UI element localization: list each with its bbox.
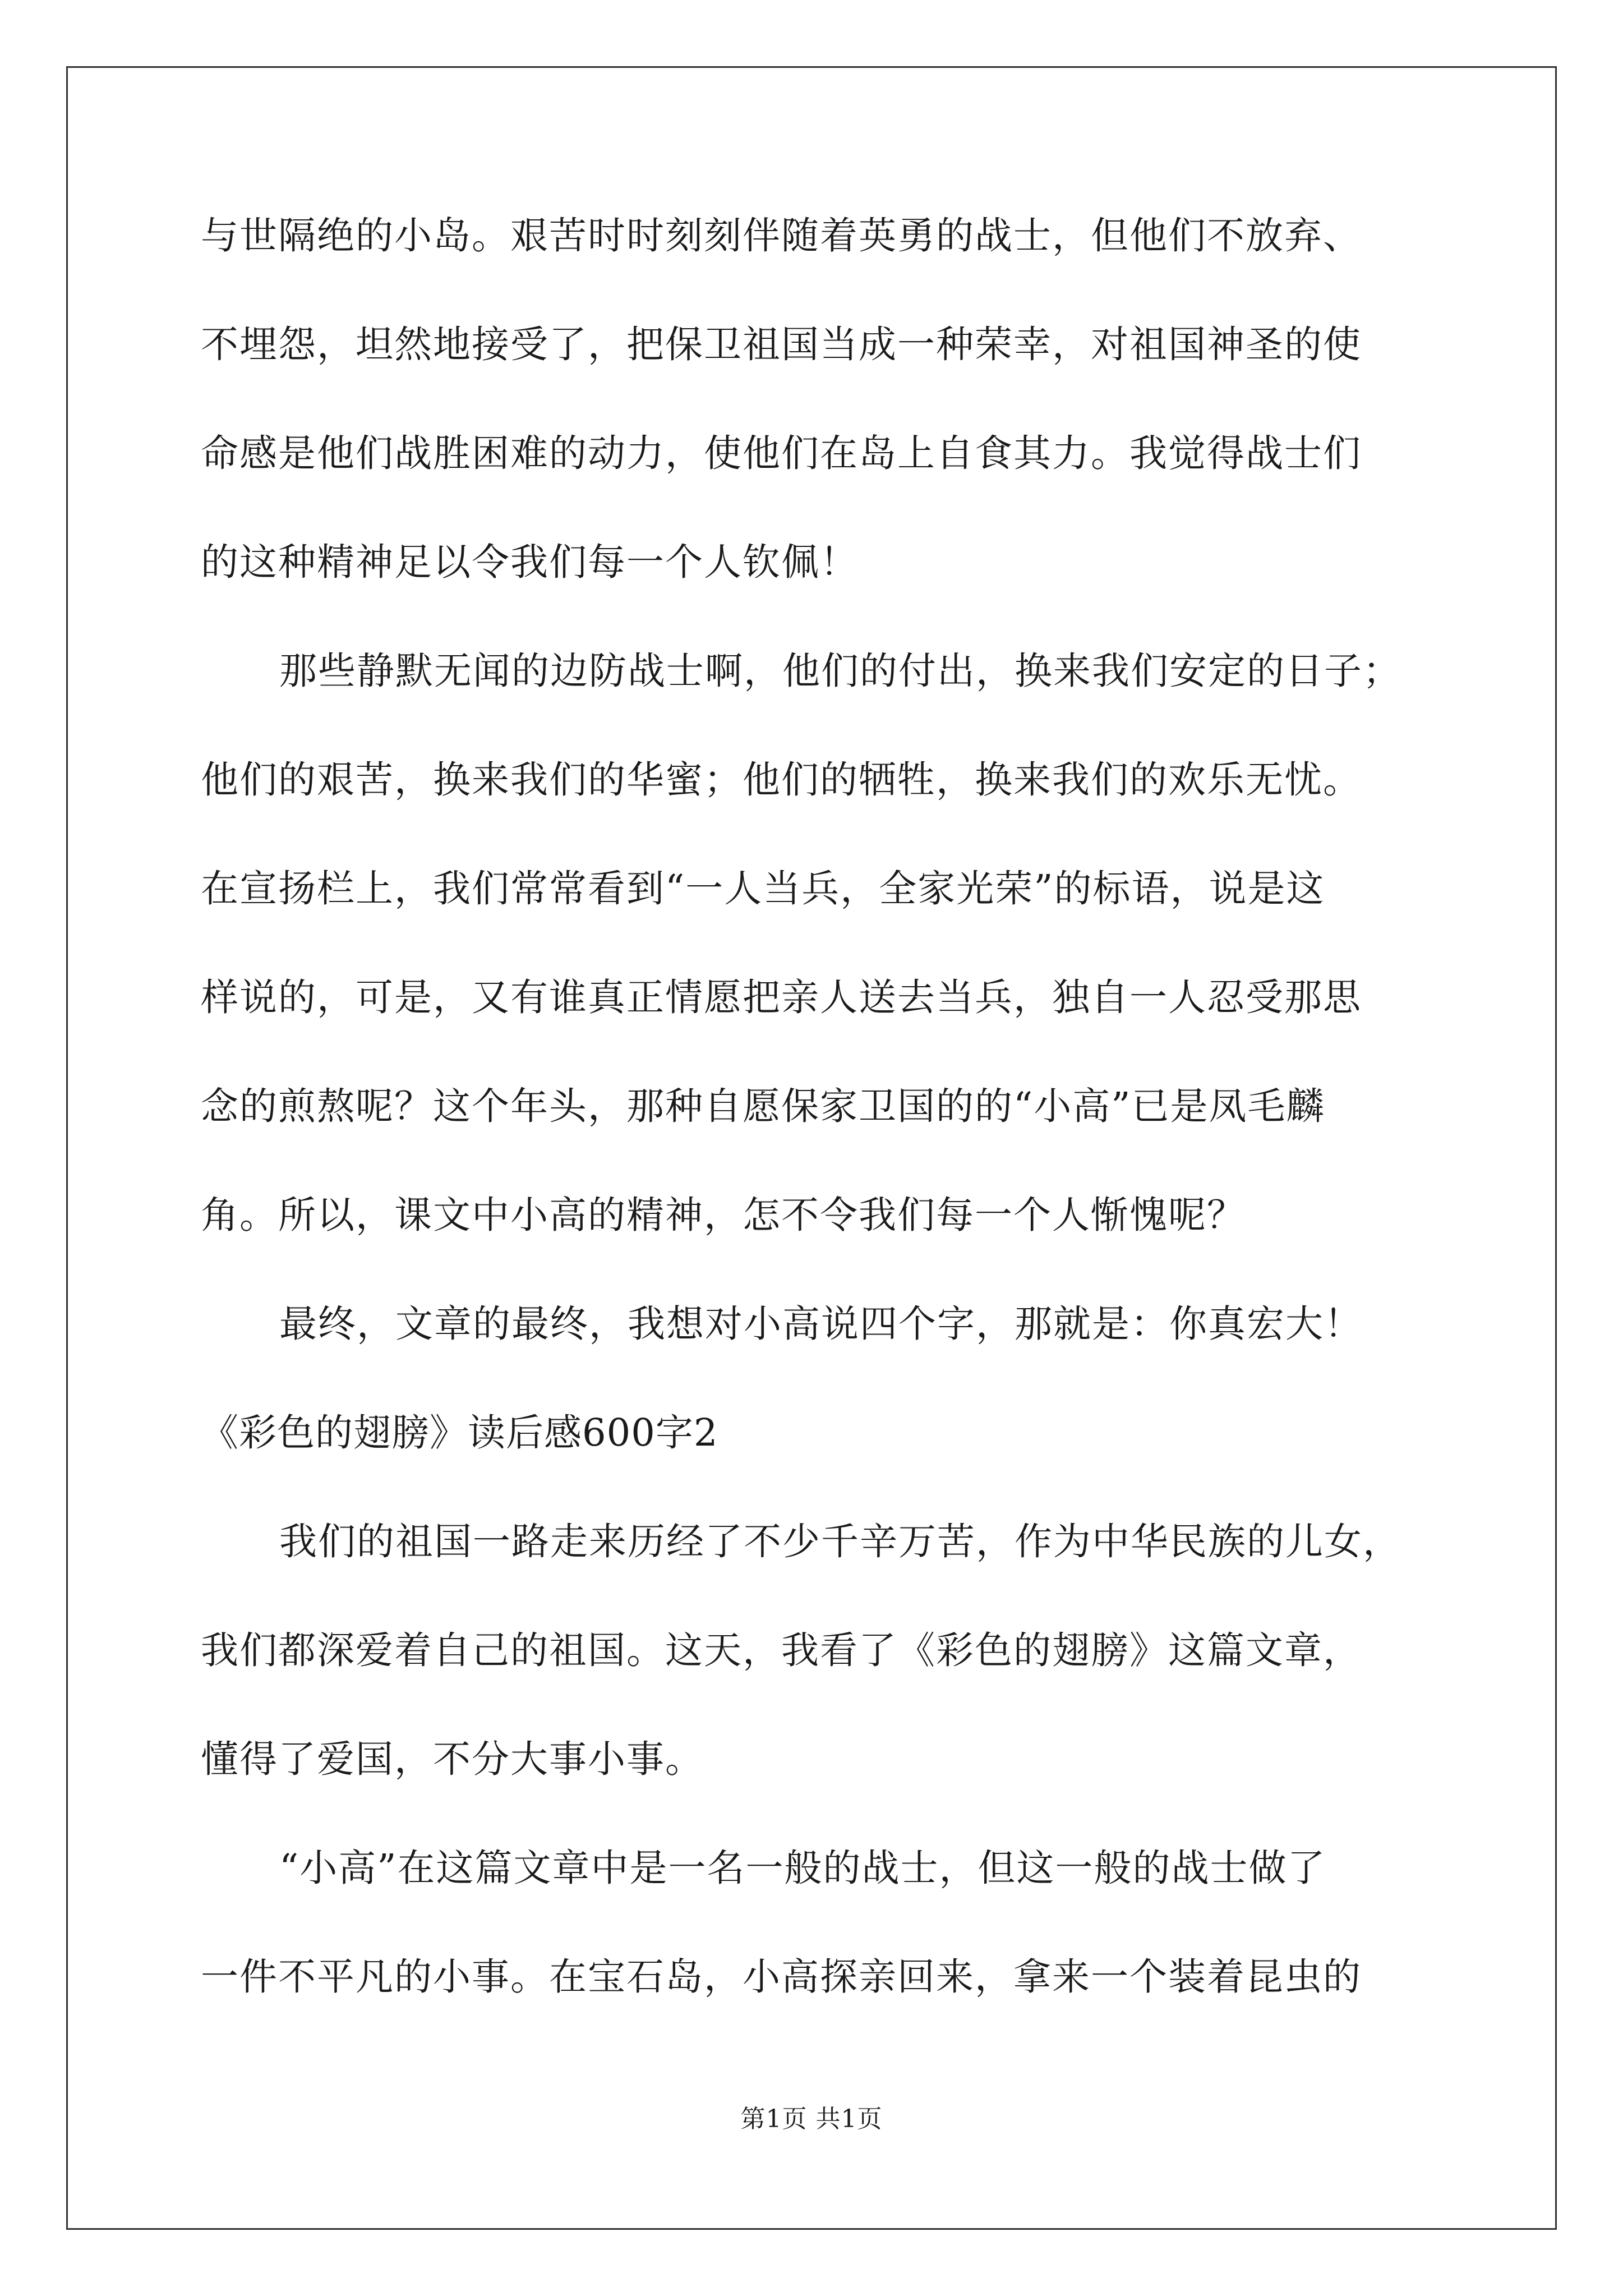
text-line: 在宣扬栏上，我们常常看到“一人当兵，全家光荣”的标语，说是这 (201, 867, 1325, 910)
text-line: 角。所以，课文中小高的精神，怎不令我们每一个人惭愧呢？ (201, 1193, 1246, 1237)
page-footer: 第1页 共1页 (740, 2105, 883, 2133)
text-line: 不埋怨，坦然地接受了，把保卫祖国当成一种荣幸，对祖国神圣的使 (201, 323, 1362, 366)
section-heading: 《彩色的翅膀》读后感600字2 (201, 1411, 718, 1455)
paragraph-start-line: 那些静默无闻的边防战士啊，他们的付出，换来我们安定的日子； (279, 649, 1401, 693)
text-line: 样说的，可是，又有谁真正情愿把亲人送去当兵，独自一人忍受那思 (201, 976, 1362, 1019)
text-line: 命感是他们战胜困难的动力，使他们在岛上自食其力。我觉得战士们 (201, 431, 1362, 475)
paragraph-start-line: 最终，文章的最终，我想对小高说四个字，那就是：你真宏大！ (279, 1302, 1363, 1346)
text-line: 他们的艰苦，换来我们的华蜜；他们的牺牲，换来我们的欢乐无忧。 (201, 758, 1362, 802)
text-line: 念的煎熬呢？这个年头，那种自愿保家卫国的的“小高”已是凤毛麟 (201, 1084, 1325, 1128)
document-body (201, 208, 1435, 2058)
text-line: 懂得了爱国，不分大事小事。 (201, 1737, 704, 1781)
text-line: 一件不平凡的小事。在宝石岛，小高探亲回来，拿来一个装着昆虫的 (201, 1955, 1362, 1999)
text-line: 与世隔绝的小岛。艰苦时时刻刻伴随着英勇的战士，但他们不放弃、 (201, 214, 1362, 257)
text-line: 我们都深爱着自己的祖国。这天，我看了《彩色的翅膀》这篇文章， (201, 1628, 1362, 1672)
paragraph-start-line: 我们的祖国一路走来历经了不少千辛万苦，作为中华民族的儿女， (279, 1520, 1401, 1563)
text-line: 的这种精神足以令我们每一个人钦佩！ (201, 540, 859, 584)
paragraph-start-line: “小高”在这篇文章中是一名一般的战士，但这一般的战士做了 (279, 1846, 1326, 1890)
